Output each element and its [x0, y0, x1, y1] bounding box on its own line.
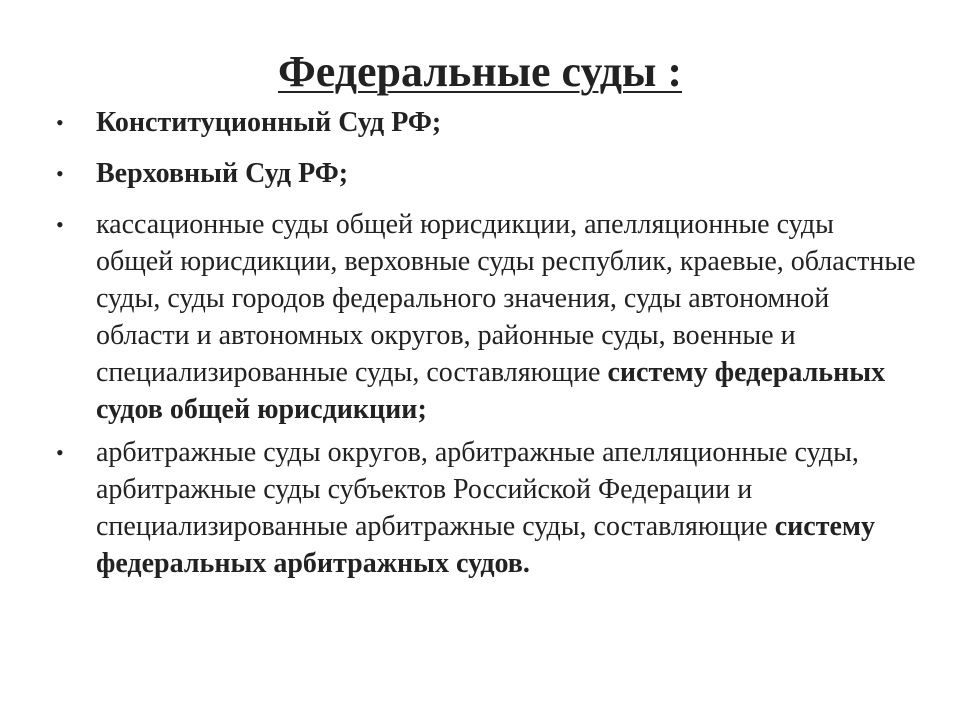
bullet-text: арбитражные суды округов, арбитражные апелляционные суды, арбитражные суды субъектов Российской Федерации и специализированные арбитражные суды, составляющие [96, 437, 859, 542]
slide-title-text: Федеральные суды : [277, 47, 682, 96]
bullet-item-general-jurisdiction-courts [56, 206, 916, 428]
bullet-text: кассационные суды общей юрисдикции, апелляционные суды общей юрисдикции, верховные суды республик, краевые, областные суды, суды городов федерального значения, суды автономной области и автономных округов, районные суды, военные и специализированные суды, составляющие [96, 209, 916, 388]
bullet-list [56, 104, 916, 596]
bullet-text-bold: систему федеральных арбитражных судов. [96, 511, 875, 579]
bullet-item-arbitration-courts [56, 434, 916, 582]
bullet-icon: • [56, 440, 64, 465]
bullet-text-bold: Верховный Суд РФ; [96, 158, 349, 189]
bullet-icon: • [56, 110, 64, 135]
bullet-text-bold: систему федеральных судов общей юрисдикции; [96, 357, 886, 425]
bullet-icon: • [56, 212, 64, 237]
bullet-item-supreme-court [56, 155, 916, 192]
slide-title [0, 44, 960, 100]
bullet-icon: • [56, 161, 64, 186]
bullet-text-bold: Конституционный Суд РФ; [96, 107, 442, 138]
bullet-item-constitutional-court [56, 104, 916, 141]
